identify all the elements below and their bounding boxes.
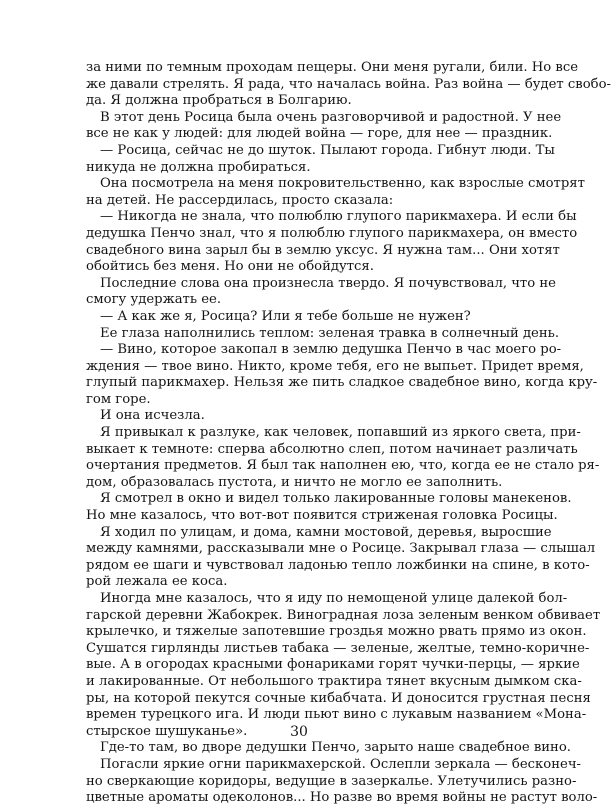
text-line: — Вино, которое закопал в землю дедушка Пенчо в час моего ро- — [100, 342, 562, 358]
text-line: но сверкающие коридоры, ведущие в зазеркалье. Улетучились разно- — [86, 773, 577, 789]
text-line: все не как у людей: для людей война — горе, для нее — праздник. — [86, 126, 553, 142]
text-line: обойтись без меня. Но они не обойдутся. — [86, 259, 374, 275]
text-line: ждения — твое вино. Никто, кроме тебя, его не выпьет. Придет время, — [86, 358, 584, 374]
text-line: Где-то там, во дворе дедушки Пенчо, зарыто наше свадебное вино. — [100, 740, 571, 756]
text-line: ры, на которой пекутся сочные кибабчата. И доносится грустная песня — [86, 690, 591, 706]
text-line: рядом ее шаги и чувствовал ладонью тепло ложбинки на спине, в кото- — [86, 557, 590, 573]
text-line: Я смотрел в окно и видел только лакированные головы манекенов. — [100, 491, 572, 507]
text-line: очертания предметов. Я был так наполнен ею, что, когда ее не стало ря- — [86, 458, 600, 474]
text-line: — Никогда не знала, что полюблю глупого парикмахера. И если бы — [100, 209, 577, 225]
text-line: свадебного вина зарыл бы в землю уксус. Я нужна там... Они хотят — [86, 242, 560, 258]
text-line: смогу удержать ее. — [86, 292, 222, 308]
text-line: между камнями, рассказывали мне о Росице. Закрывал глаза — слышал — [86, 541, 596, 557]
text-line: — Росица, сейчас не до шуток. Пылают города. Гибнут люди. Ты — [100, 142, 555, 158]
text-line: — А как же я, Росица? Или я тебе больше не нужен? — [100, 308, 471, 324]
text-line: Иногда мне казалось, что я иду по немощеной улице далекой бол- — [100, 591, 568, 606]
text-line: выкает к темноте: сперва абсолютно слеп, потом начинает различать — [86, 441, 578, 457]
text-line: и лакированные. От небольшого трактира тянет вкусным дымком ска- — [86, 673, 582, 689]
text-line: В этот день Росица была очень разговорчивой и радостной. У нее — [100, 109, 562, 125]
text-line: Я привыкал к разлуке, как человек, попавший из яркого света, при- — [100, 425, 581, 441]
text-line: же давали стрелять. Я рада, что началась война. Раз война — будет свобо- — [86, 76, 611, 92]
text-line: гарской деревни Жабокрек. Виноградная лоза зеленым венком обвивает — [86, 607, 601, 623]
text-line: дедушка Пенчо знал, что я полюблю глупого парикмахера, он вместо — [86, 225, 578, 241]
text-line: Она посмотрела на меня покровительственно, как взрослые смотрят — [100, 176, 585, 192]
text-line: глупый парикмахер. Нельзя же пить сладкое свадебное вино, когда кру- — [86, 375, 598, 391]
text-line: на детей. Не рассердилась, просто сказала: — [86, 192, 394, 208]
text-line: дом, образовалась пустота, и ничто не могло ее заполнить. — [86, 474, 503, 490]
text-line: Погасли яркие огни парикмахерской. Ослепли зеркала — бесконеч- — [100, 756, 581, 772]
text-line: Сушатся гирлянды листьев табака — зеленые, желтые, темно-коричне- — [86, 640, 590, 656]
text-line: И она исчезла. — [100, 408, 205, 424]
text-line: Последние слова она произнесла твердо. Я почувствовал, что не — [100, 275, 556, 291]
text-line: Но мне казалось, что вот-вот появится стриженая головка Росицы. — [86, 508, 558, 524]
text-line: никуда не должна пробираться. — [86, 159, 311, 175]
text-line: Ее глаза наполнились теплом: зеленая травка в солнечный день. — [100, 325, 560, 341]
text-line: времен турецкого ига. И люди пьют вино с лукавым названием «Мона- — [86, 707, 587, 723]
text-line: цветные ароматы одеколонов... Но разве во время войны не растут воло- — [86, 790, 598, 806]
page-number: 30 — [290, 724, 308, 740]
text-line: вые. А в огородах красными фонариками горят чучки-перцы, — яркие — [86, 657, 580, 673]
text-line: крылечко, и тяжелые запотевшие гроздья можно рвать прямо из окон. — [86, 624, 587, 640]
text-line: стырское шушуканье». — [86, 723, 248, 739]
page-body-text — [86, 60, 611, 807]
text-line: да. Я должна пробраться в Болгарию. — [86, 93, 352, 109]
text-line: за ними по темным проходам пещеры. Они меня ругали, били. Но все — [86, 60, 579, 75]
text-line: гом горе. — [86, 391, 151, 407]
text-line: рой лежала ее коса. — [86, 574, 228, 590]
text-line: Я ходил по улицам, и дома, камни мостовой, деревья, выросшие — [100, 524, 552, 540]
